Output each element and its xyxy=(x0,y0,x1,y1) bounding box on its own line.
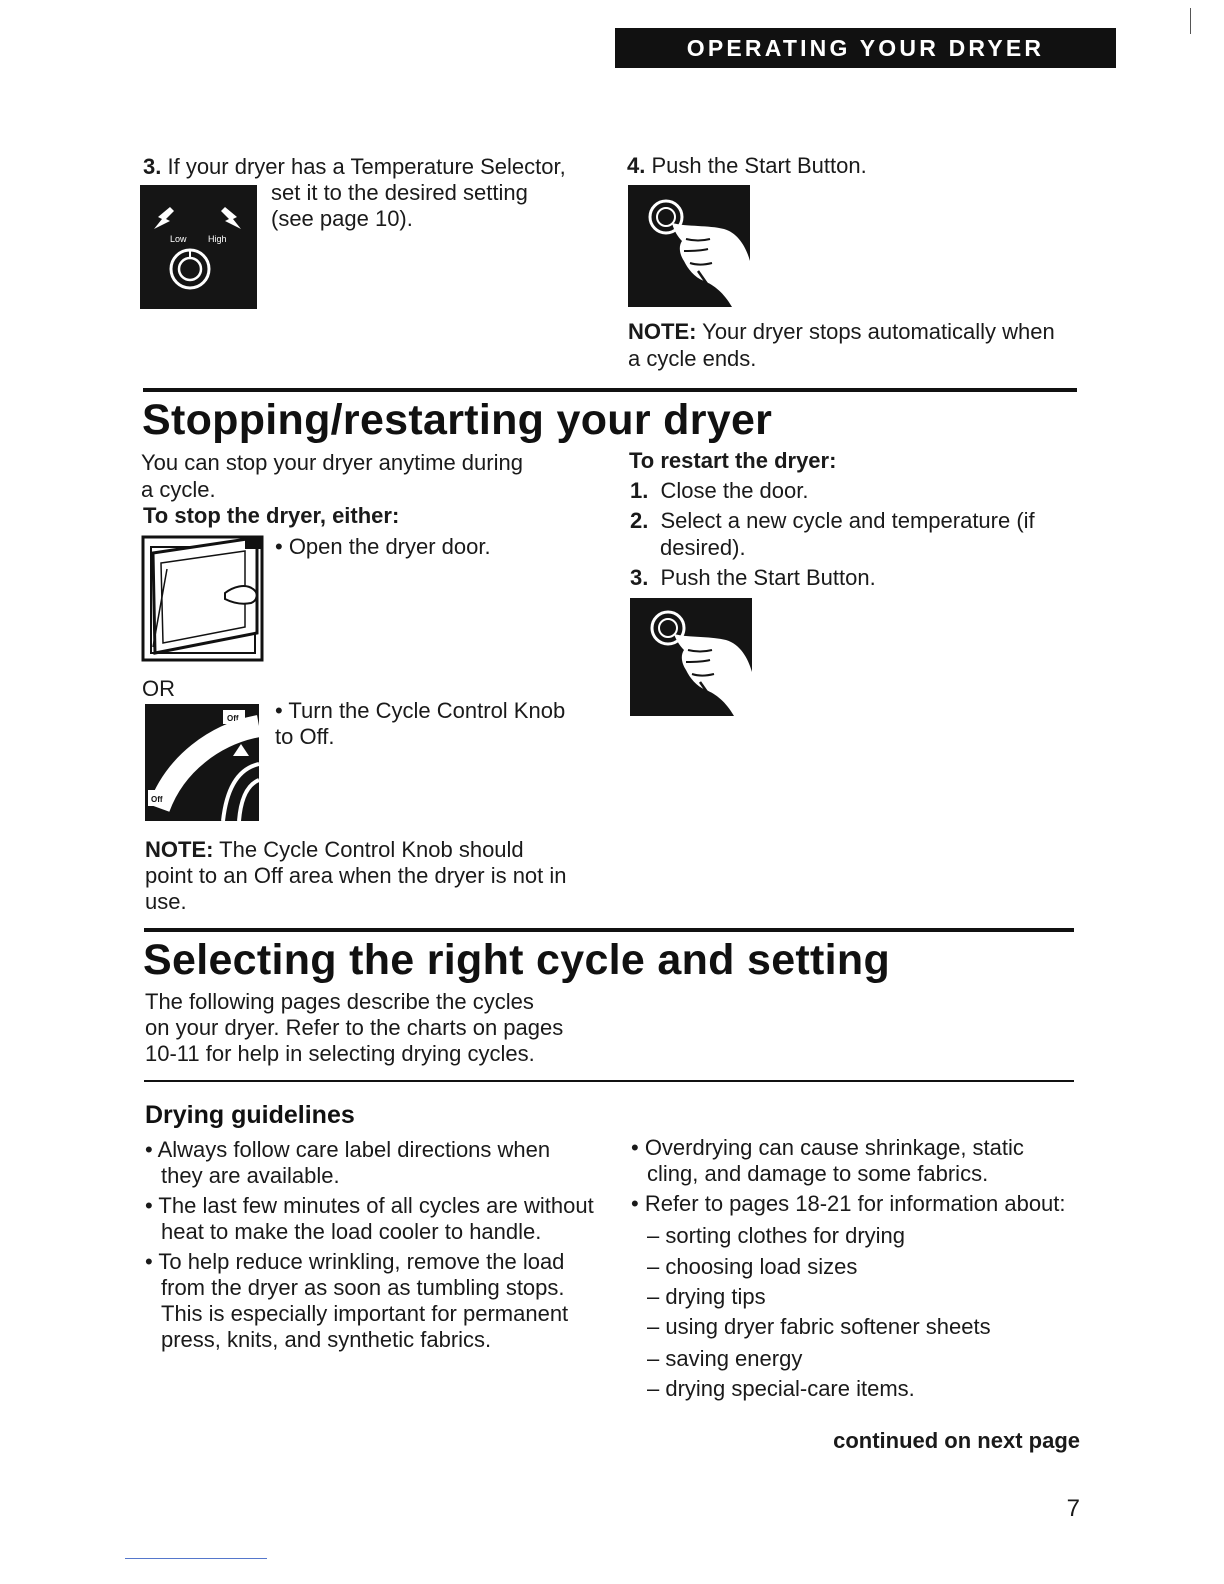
stop-option-2-line2: to Off. xyxy=(275,724,335,749)
cycle-knob-icon xyxy=(145,704,259,821)
guideline-left-3-line3: This is especially important for permanent xyxy=(161,1301,569,1326)
guideline-dash-2: – choosing load sizes xyxy=(647,1254,858,1279)
start-button-image-1 xyxy=(628,185,750,307)
guideline-dash-5: – saving energy xyxy=(647,1346,803,1371)
start-button-image-2 xyxy=(630,598,752,716)
step4-text: Push the Start Button. xyxy=(651,153,867,178)
footer-link-line xyxy=(125,1558,267,1559)
temperature-dial-icon xyxy=(140,185,257,309)
step4-line xyxy=(627,152,1087,179)
restart-step-2-line2: desired). xyxy=(660,535,746,560)
step4-number: 4. xyxy=(627,153,646,178)
dryer-door-image xyxy=(141,533,264,662)
selecting-line-3: 10-11 for help in selecting drying cycles. xyxy=(145,1041,535,1066)
restart-step-2 xyxy=(630,507,1080,534)
knob-note xyxy=(145,836,605,863)
knob-note-label: NOTE: xyxy=(145,837,214,862)
selecting-line-1: The following pages describe the cycles xyxy=(145,989,534,1014)
knob-note-line2: point to an Off area when the dryer is not in xyxy=(145,863,567,888)
note-label: NOTE: xyxy=(628,319,697,344)
selecting-line-2: on your dryer. Refer to the charts on pages xyxy=(145,1015,564,1040)
stopping-intro-2: a cycle. xyxy=(141,477,216,502)
page-edge-mark xyxy=(1190,8,1191,34)
guideline-right-1: • Overdrying can cause shrinkage, static xyxy=(631,1135,1024,1160)
push-button-hand-icon xyxy=(628,185,750,307)
step4-note xyxy=(628,318,1108,345)
stopping-title: Stopping/restarting your dryer xyxy=(142,396,773,444)
note-text: Your dryer stops automatically when xyxy=(702,319,1055,344)
section-rule-thin xyxy=(144,1080,1074,1082)
restart-step-3 xyxy=(630,564,1080,591)
dial-high-label: High xyxy=(208,234,227,244)
guideline-dash-4: – using dryer fabric softener sheets xyxy=(647,1314,991,1339)
stop-heading: To stop the dryer, either: xyxy=(143,503,400,528)
guideline-right-1-line2: cling, and damage to some fabrics. xyxy=(647,1161,989,1186)
push-button-hand-icon xyxy=(630,598,752,716)
guideline-left-3-line2: from the dryer as soon as tumbling stops. xyxy=(161,1275,565,1300)
guideline-left-2-line2: heat to make the load cooler to handle. xyxy=(161,1219,542,1244)
step3-line3: (see page 10). xyxy=(271,206,413,231)
step3-text: If your dryer has a Temperature Selector, xyxy=(167,154,566,179)
guideline-right-2: • Refer to pages 18-21 for information about: xyxy=(631,1191,1066,1216)
step4-note-line2: a cycle ends. xyxy=(628,346,757,371)
open-door-icon xyxy=(141,533,264,662)
restart-step-2-number: 2. xyxy=(630,508,649,533)
guideline-left-3: • To help reduce wrinkling, remove the load xyxy=(145,1249,565,1274)
section-banner: OPERATING YOUR DRYER xyxy=(615,28,1116,68)
guideline-dash-6: – drying special-care items. xyxy=(647,1376,915,1401)
stop-option-2: • Turn the Cycle Control Knob xyxy=(275,698,566,723)
knob-label-top: Off xyxy=(227,714,239,723)
restart-step-1-text: Close the door. xyxy=(660,478,809,503)
stop-option-1: • Open the dryer door. xyxy=(275,534,491,559)
selecting-title: Selecting the right cycle and setting xyxy=(143,936,891,984)
guideline-left-1-line2: they are available. xyxy=(161,1163,340,1188)
continued-note: continued on next page xyxy=(833,1428,1080,1453)
guidelines-title: Drying guidelines xyxy=(145,1101,355,1129)
guideline-dash-1: – sorting clothes for drying xyxy=(647,1223,906,1248)
knob-note-line3: use. xyxy=(145,889,187,914)
guideline-dash-3: – drying tips xyxy=(647,1284,766,1309)
knob-note-text: The Cycle Control Knob should xyxy=(219,837,524,862)
step3-line1 xyxy=(143,153,603,180)
guideline-left-3-line4: press, knits, and synthetic fabrics. xyxy=(161,1327,492,1352)
restart-heading: To restart the dryer: xyxy=(629,448,837,473)
restart-step-3-number: 3. xyxy=(630,565,649,590)
dial-low-label: Low xyxy=(170,234,187,244)
step3-number: 3. xyxy=(143,154,162,179)
restart-step-3-text: Push the Start Button. xyxy=(660,565,876,590)
step3-line2: set it to the desired setting xyxy=(271,180,528,205)
cycle-knob-image xyxy=(145,704,259,821)
guideline-left-1: • Always follow care label directions when xyxy=(145,1137,551,1162)
restart-step-2-text: Select a new cycle and temperature (if xyxy=(660,508,1035,533)
guideline-left-2: • The last few minutes of all cycles are without xyxy=(145,1193,594,1218)
section-rule xyxy=(144,928,1074,932)
restart-step-1-number: 1. xyxy=(630,478,649,503)
section-rule xyxy=(143,388,1077,392)
restart-step-1 xyxy=(630,477,1080,504)
knob-label-bottom: Off xyxy=(151,795,163,804)
stopping-intro-1: You can stop your dryer anytime during xyxy=(141,450,523,475)
page-number: 7 xyxy=(1066,1495,1080,1522)
temperature-dial-image xyxy=(140,185,257,309)
or-label: OR xyxy=(142,676,175,701)
